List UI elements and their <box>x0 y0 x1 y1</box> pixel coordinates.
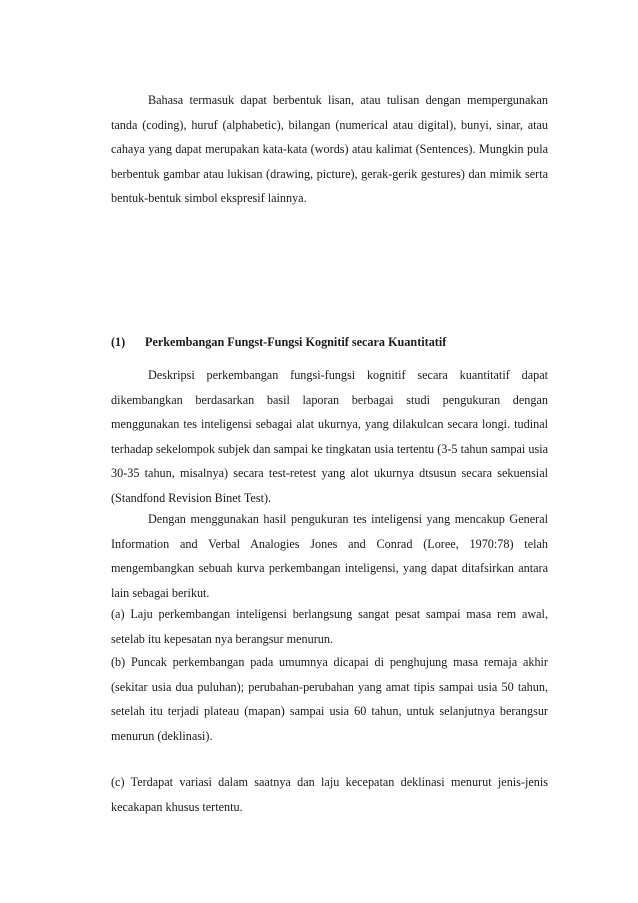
point-c: (c) Terdapat variasi dalam saatnya dan laju kecepatan deklinasi menurut jenis-jenis kecakapan khusus tertentu. <box>111 775 548 814</box>
point-b: (b) Puncak perkembangan pada umumnya dicapai di penghujung masa remaja akhir (sekitar usia dua puluhan); perubahan-perubahan yang amat tipis sampai usia 50 tahun, setelah itu terjadi plateau (mapan) sampai usia 60 tahun, untuk selanjutnya berangsur menurun (deklinasi). <box>111 655 548 743</box>
section-title: Perkembangan Fungst-Fungsi Kognitif secara Kuantitatif <box>145 335 447 349</box>
measurement-paragraph: Dengan menggunakan hasil pengukuran tes inteligensi yang mencakup General Information and Verbal Analogies Jones and Conrad (Loree, 1970:78) telah mengembangkan sebuah kurva perkembangan inteligensi, yang dapat ditafsirkan antara lain sebagai berikut. <box>111 512 548 600</box>
description-paragraph: Deskripsi perkembangan fungsi-fungsi kognitif secara kuantitatif dapat dikembangkan berdasarkan basil laporan berbagai studi pengukuran dengan menggunakan tes inteligensi sebagai alat ukurnya, yang dilakulcan secara longi. tudinal terhadap sekelompok subjek dan sampai ke tingkatan usia tertentu (3-5 tahun sampai usia 30-35 tahun, misalnya) secara test-retest yang alot ukurnya dtsusun secara sekuensial (Standfond Revision Binet Test). <box>111 368 548 505</box>
intro-paragraph: Bahasa termasuk dapat berbentuk lisan, atau tulisan dengan mempergunakan tanda (coding), huruf (alphabetic), bilangan (numerical atau digital), bunyi, sinar, atau cahaya yang dapat merupakan kata-kata (words) atau kalimat (Sentences). Mungkin pula berbentuk gambar atau lukisan (drawing, picture), gerak-gerik gestures) dan mimik serta bentuk-bentuk simbol ekspresif lainnya. <box>111 93 548 205</box>
section-number: (1) <box>111 335 126 349</box>
point-a: (a) Laju perkembangan inteligensi berlangsung sangat pesat sampai masa rem awal, setelab itu kepesatan nya berangsur menurun. <box>111 607 548 646</box>
section-heading <box>111 330 548 355</box>
